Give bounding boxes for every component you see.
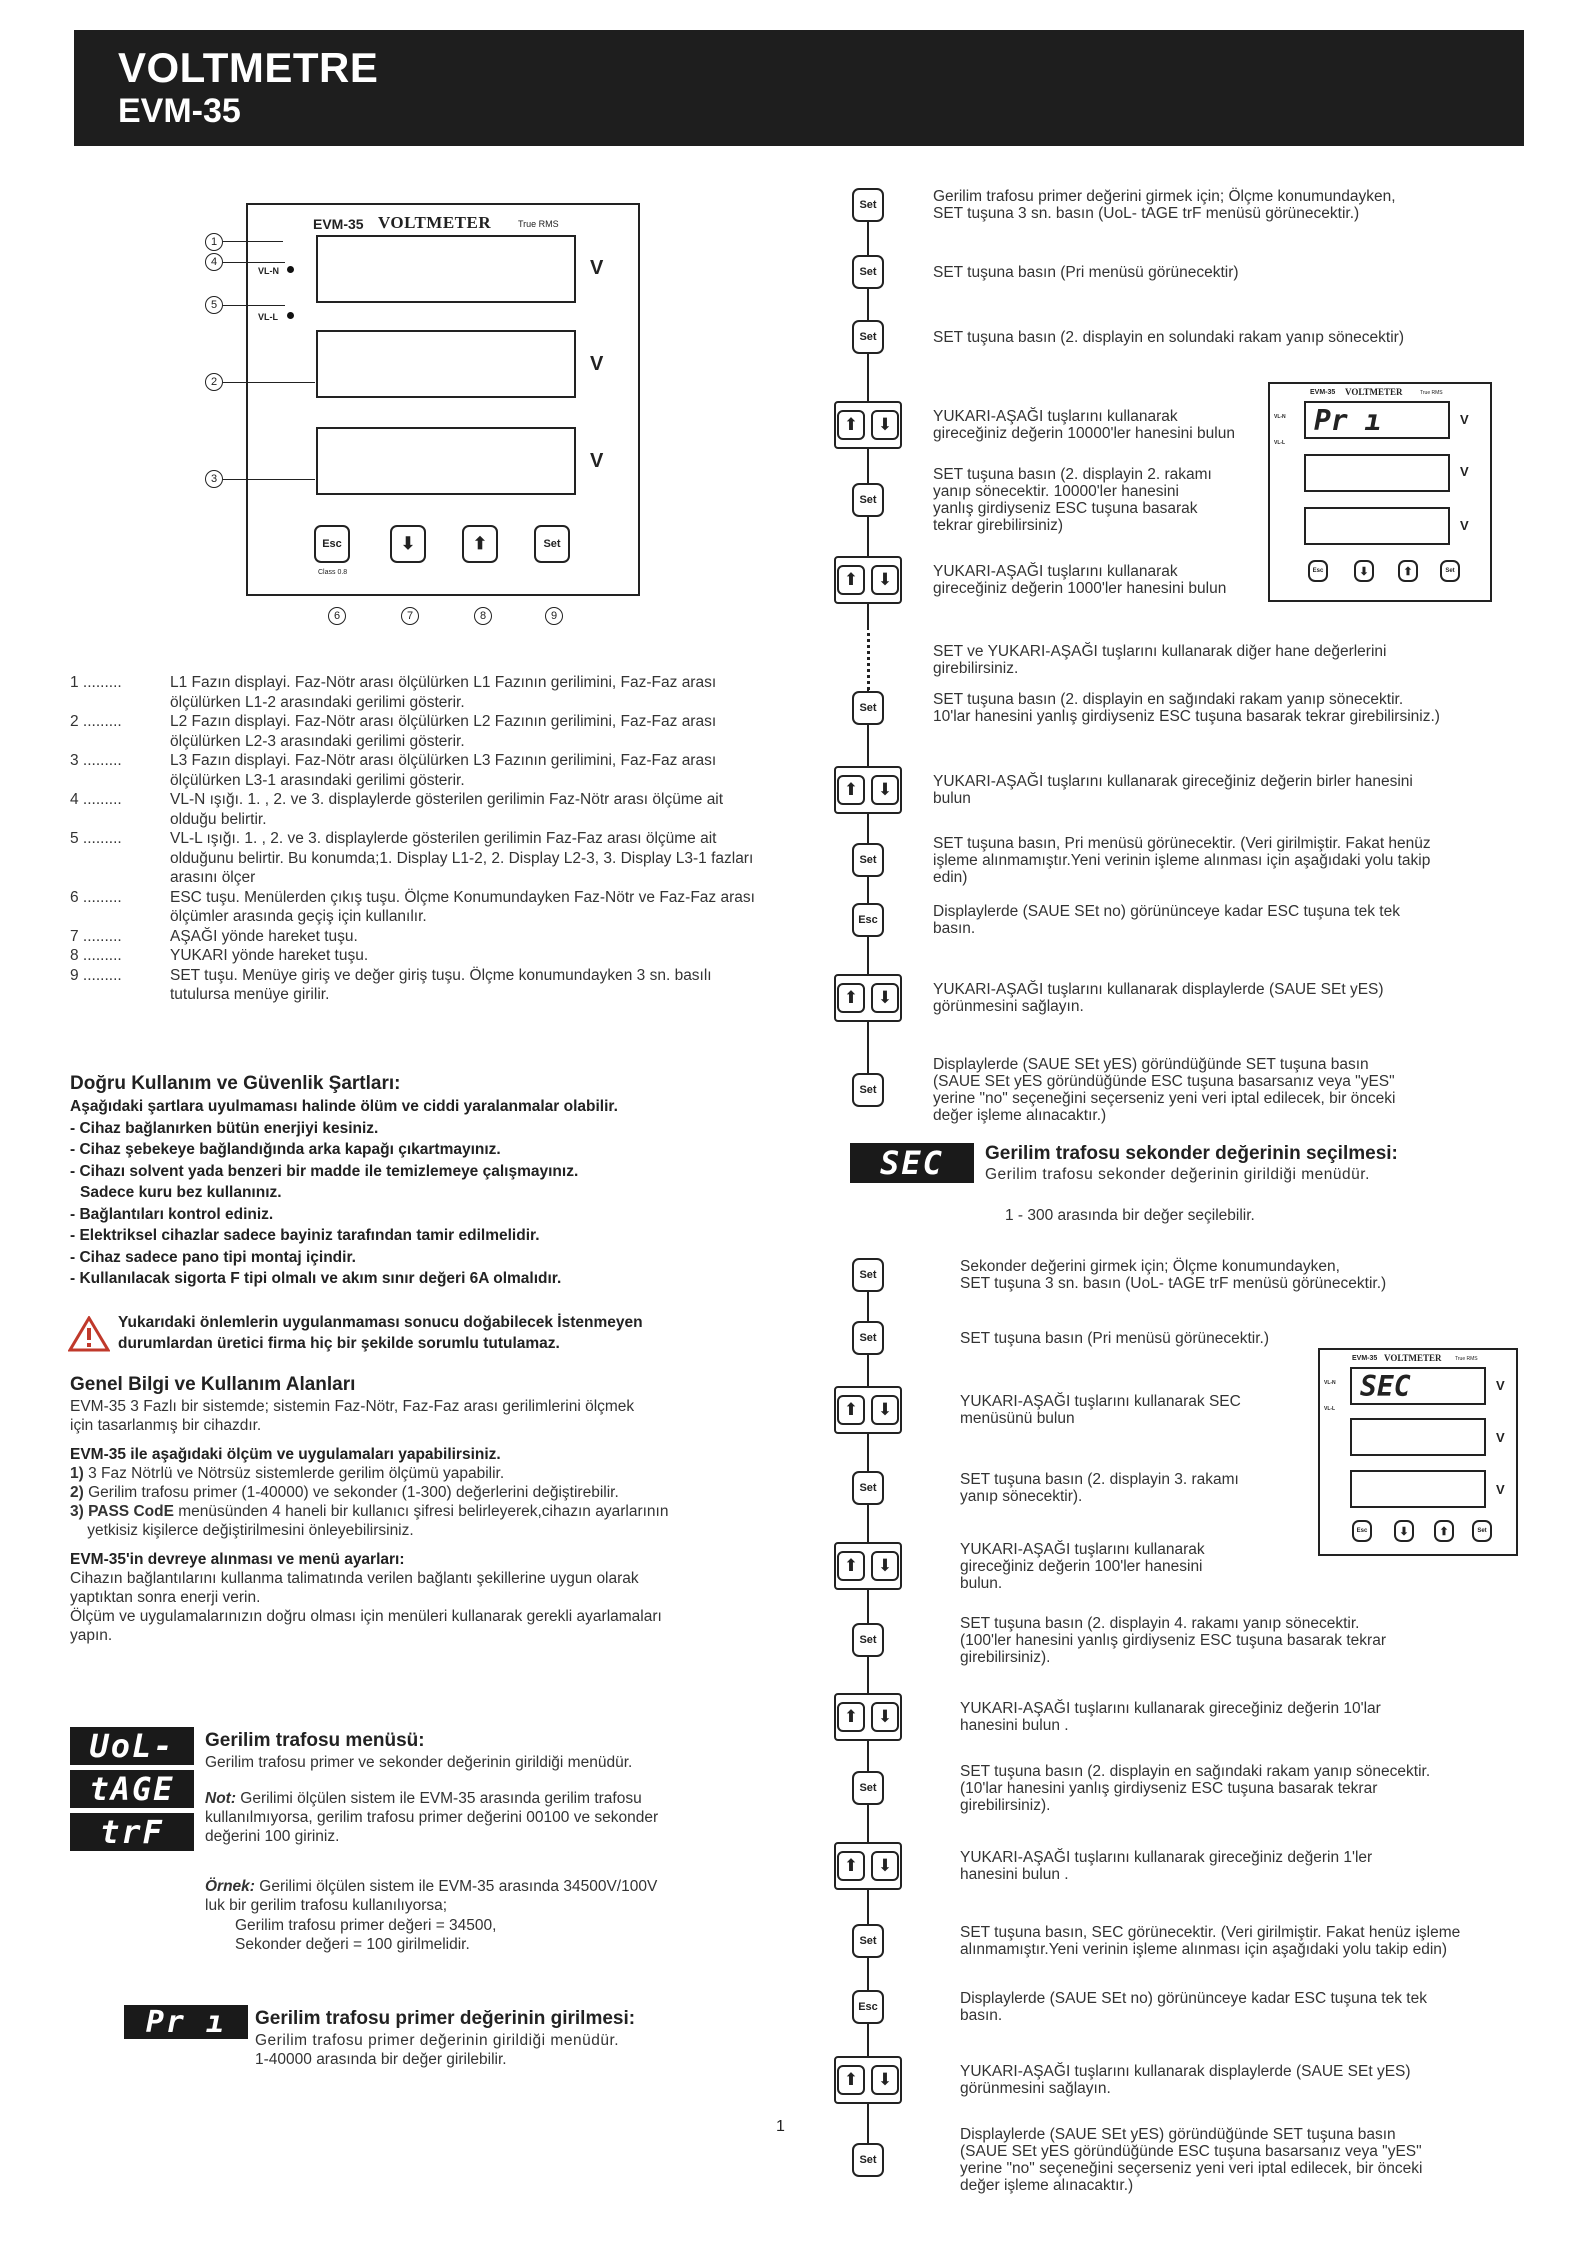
up-key-icon: ⬆	[837, 983, 865, 1013]
feature-item: 1) 3 Faz Nötrlü ve Nötrsüz sistemlerde gerilim ölçümü yapabilir.	[70, 1465, 505, 1482]
vln-led-label: VL-N	[258, 266, 279, 276]
callout-9: 9	[545, 607, 563, 625]
down-key-icon: ⬇	[871, 2065, 899, 2095]
up-key-icon: ⬆	[837, 565, 865, 595]
callout-line	[223, 241, 283, 242]
flow-step-text: YUKARI-AŞAĞI tuşlarını kullanarak gireceğiniz değerin 10'lar hanesini bulun .	[960, 1700, 1381, 1734]
callout-7: 7	[401, 607, 419, 625]
mini-unit: V	[1496, 1378, 1505, 1393]
mini-esc-key: Esc	[1352, 1520, 1372, 1542]
set-key-icon: Set	[852, 1073, 884, 1107]
mini-model: EVM-35	[1310, 389, 1336, 396]
flow-step-text: Displaylerde (SAUE SEt yES) göründüğünde SET tuşuna basın (SAUE SEt yES göründüğünde ESC tuşuna basarsanız veya "yES" yerine "no" seçeneğini seçerseniz yeni veri iptal edilecek, bir önceki değer işleme alınacaktır.)	[960, 2126, 1423, 2194]
down-key-icon: ⬇	[871, 1395, 899, 1425]
flow-step-text: SET tuşuna basın, SEC görünecektir. (Veri girilmiştir. Fakat henüz işleme alınmamıştır.Yeni verinin işleme alınması için aşağıdaki yolu takip edin)	[960, 1924, 1461, 1958]
lcd-trf: trF	[70, 1813, 194, 1851]
legend-item: 2 ......... L2 Fazın displayi. Faz-Nötr arası ölçülürken L2 Fazının gerilimini, Faz-Faz arası ölçülürken L2-3 arasındaki gerilimi gösterir.	[70, 713, 717, 750]
esc-key[interactable]: Esc	[314, 525, 350, 563]
warning-icon	[68, 1316, 110, 1357]
down-key-icon: ⬇	[871, 983, 899, 1013]
flow-step-text: Displaylerde (SAUE SEt no) görününceye kadar ESC tuşuna tek tek basın.	[960, 1990, 1427, 2024]
trafo-note: kullanılmıyorsa, gerilim trafosu primer değerini 00100 ve sekonder	[205, 1809, 659, 1826]
down-key-icon: ⬇	[871, 775, 899, 805]
setup-text: yapın.	[70, 1627, 113, 1644]
general-title: Genel Bilgi ve Kullanım Alanları	[70, 1374, 356, 1395]
flow-step-text: SET tuşuna basın (2. displayin 3. rakamı yanıp sönecektir).	[960, 1471, 1239, 1505]
mini-set-key: Set	[1472, 1520, 1492, 1542]
flow-step-text: YUKARI-AŞAĞI tuşlarını kullanarak SEC menüsünü bulun	[960, 1393, 1241, 1427]
mini-esc-key: Esc	[1308, 560, 1328, 582]
trafo-menu-subtitle: Gerilim trafosu primer ve sekonder değerinin girildiği menüdür.	[205, 1754, 633, 1771]
callout-4: 4	[205, 253, 223, 271]
legend-item: 5 ......... VL-L ışığı. 1. , 2. ve 3. displaylerde gösterilen gerilimin Faz-Faz arası ölçüme ait olduğunu belirtir. Bu konumda;1. Display L1-2, 2. Display L2-3, 3. Display L3-1 fazları arasını ölçer	[70, 830, 754, 886]
feature-item: 3) PASS CodE menüsünden 4 haneli bir kullanıcı şifresi belirleyerek,cihazın ayarlarının	[70, 1503, 669, 1520]
mini-set-key: Set	[1440, 560, 1460, 582]
set-key-icon: Set	[852, 2143, 884, 2177]
unit-label: V	[590, 353, 604, 375]
vll-led-label: VL-L	[258, 312, 278, 322]
flow-step-text: Sekonder değerini girmek için; Ölçme konumundayken, SET tuşuna 3 sn. basın (UoL- tAGE trF menüsü görünecektir.)	[960, 1258, 1387, 1292]
flow-step-text: SET tuşuna basın (2. displayin 4. rakamı yanıp sönecektir. (100'ler hanesini yanlış girdiyseniz ESC tuşuna basarak tekrar girebilirsiniz).	[960, 1614, 1386, 1666]
flow-step-text: YUKARI-AŞAĞI tuşlarını kullanarak gireceğiniz değerin 10000'ler hanesini bulun	[933, 408, 1235, 442]
set-key-icon: Set	[852, 843, 884, 877]
safety-item: - Elektriksel cihazlar sadece bayiniz tarafından tamir edilmelidir.	[70, 1227, 540, 1244]
callout-6: 6	[328, 607, 346, 625]
set-key[interactable]: Set	[534, 525, 570, 563]
mini-up-key: ⬆	[1434, 1520, 1454, 1542]
secondary-flowchart	[830, 0, 1550, 2243]
mini-unit: V	[1460, 412, 1469, 427]
sec-subtitle: Gerilim trafosu sekonder değerinin girildiği menüdür.	[985, 1166, 1370, 1183]
callout-1: 1	[205, 233, 223, 251]
sec-title: Gerilim trafosu sekonder değerinin seçilmesi:	[985, 1143, 1398, 1164]
device-true-rms: True RMS	[518, 219, 559, 229]
feature-item: 2) Gerilim trafosu primer (1-40000) ve sekonder (1-300) değerlerini değiştirebilir.	[70, 1484, 619, 1501]
flow-step-text: SET tuşuna basın (2. displayin en solundaki rakam yanıp sönecektir)	[933, 328, 1404, 346]
up-key-icon: ⬆	[837, 410, 865, 440]
safety-item: Sadece kuru bez kullanınız.	[80, 1184, 282, 1201]
safety-item: - Cihaz bağlanırken bütün enerjiyi kesiniz.	[70, 1119, 379, 1137]
trafo-example: Sekonder değeri = 100 girilmelidir.	[235, 1936, 470, 1953]
unit-label: V	[590, 450, 604, 472]
primer-text: Gerilim trafosu primer değerinin girildiği menüdür.	[255, 2032, 620, 2049]
vln-led	[287, 266, 294, 273]
page-title: VOLTMETRE	[118, 44, 379, 91]
set-key-icon: Set	[852, 320, 884, 354]
callout-line	[223, 305, 285, 306]
set-key-icon: Set	[852, 1321, 884, 1355]
esc-key-icon: Esc	[852, 1990, 884, 2024]
trafo-note: değerini 100 giriniz.	[205, 1828, 340, 1845]
display-l3	[316, 427, 576, 495]
legend-item: 3 ......... L3 Fazın displayi. Faz-Nötr arası ölçülürken L3 Fazının gerilimini, Faz-Faz arası ölçülürken L3-1 arasındaki gerilimi gösterir.	[70, 752, 717, 789]
mini-display-3	[1350, 1470, 1486, 1508]
flow-step-text: SET tuşuna basın (2. displayin en sağındaki rakam yanıp sönecektir. (10'lar hanesini yanlış girdiyseniz ESC tuşuna basarak tekrar girebilirsiniz).	[960, 1762, 1431, 1814]
class-label: Class 0.8	[318, 569, 348, 576]
general-text: için tasarlanmış bir cihazdır.	[70, 1417, 262, 1434]
callout-line	[223, 382, 315, 383]
legend-item: 4 ......... VL-N ışığı. 1. , 2. ve 3. displaylerde gösterilen gerilimin Faz-Nötr arası ölçüme ait olduğu belirtir.	[70, 791, 724, 828]
up-key-icon: ⬆	[837, 1851, 865, 1881]
down-key-icon: ⬇	[871, 410, 899, 440]
flow-step-text: Displaylerde (SAUE SEt no) görününceye kadar ESC tuşuna tek tek basın.	[933, 903, 1400, 937]
safety-item: - Kullanılacak sigorta F tipi olmalı ve akım sınır değeri 6A olmalıdır.	[70, 1270, 562, 1287]
set-key-icon: Set	[852, 1924, 884, 1958]
callout-5: 5	[205, 296, 223, 314]
model-title: EVM-35	[118, 92, 241, 130]
mini-vll: VL-L	[1324, 1406, 1336, 1412]
down-key-icon: ⬇	[871, 1551, 899, 1581]
legend-item: 6 ......... ESC tuşu. Menülerden çıkış tuşu. Ölçme Konumundayken Faz-Nötr ve Faz-Faz arası ölçümler arasında geçiş için kullanılır.	[70, 888, 755, 925]
safety-item: - Cihaz şebekeye bağlandığında arka kapağı çıkartmayınız.	[70, 1141, 501, 1158]
trafo-menu-title: Gerilim trafosu menüsü:	[205, 1730, 425, 1751]
primer-text: 1-40000 arasında bir değer girilebilir.	[255, 2051, 507, 2068]
down-key[interactable]: ⬇	[390, 525, 426, 563]
display-l2	[316, 330, 576, 398]
mini-vln: VL-N	[1274, 414, 1286, 420]
device-brand: VOLTMETER	[378, 213, 492, 232]
callout-line	[223, 262, 285, 263]
flow-step-text: SET tuşuna basın, Pri menüsü görünecektir. (Veri girilmiştir. Fakat henüz işleme alınmamıştır.Yeni verinin işleme alınması için aşağıdaki yolu takip edin)	[933, 834, 1431, 886]
features-title: EVM-35 ile aşağıdaki ölçüm ve uygulamaları yapabilirsiniz.	[70, 1446, 501, 1463]
legend-item: 7 ......... AŞAĞI yönde hareket tuşu.	[70, 927, 358, 945]
vll-led	[287, 312, 294, 319]
down-key-icon: ⬇	[871, 1702, 899, 1732]
feature-item: yetkisiz kişilerce değiştirilmesini önleyebilirsiniz.	[70, 1522, 414, 1539]
flow-step-text: Displaylerde (SAUE SEt yES) göründüğünde SET tuşuna basın (SAUE SEt yES göründüğünde ESC tuşuna basarsanız veya "yES" yerine "no" seçeneğini seçerseniz yeni veri iptal edilecek, bir önceki değer işleme alınacaktır.)	[933, 1056, 1396, 1124]
mini-down-key: ⬇	[1394, 1520, 1414, 1542]
mini-down-key: ⬇	[1354, 560, 1374, 582]
trafo-example: Gerilim trafosu primer değeri = 34500,	[235, 1917, 497, 1934]
general-text: EVM-35 3 Fazlı bir sistemde; sistemin Faz-Nötr, Faz-Faz arası gerilimlerini ölçmek	[70, 1398, 635, 1415]
mini-unit: V	[1496, 1482, 1505, 1497]
down-key-icon: ⬇	[871, 565, 899, 595]
safety-section	[70, 1072, 770, 1290]
warning-line: durumlardan üretici firma hiç bir şekilde sorumlu tutulamaz.	[118, 1335, 560, 1352]
up-key-icon: ⬆	[837, 1551, 865, 1581]
set-key-icon: Set	[852, 1771, 884, 1805]
callout-2: 2	[205, 373, 223, 391]
mini-unit: V	[1496, 1430, 1505, 1445]
flow-step-text: SET tuşuna basın (2. displayin 2. rakamı yanıp sönecektir. 10000'ler hanesini yanlış girdiyseniz ESC tuşuna basarak tekrar girebilirsiniz)	[933, 466, 1212, 534]
callout-8: 8	[474, 607, 492, 625]
set-key-icon: Set	[852, 188, 884, 222]
set-key-icon: Set	[852, 691, 884, 725]
flow-step-text: YUKARI-AŞAĞI tuşlarını kullanarak displaylerde (SAUE SEt yES) görünmesini sağlayın.	[960, 2063, 1411, 2097]
flow-step-text: YUKARI-AŞAĞI tuşlarını kullanarak gireceğiniz değerin 1'ler hanesini bulun .	[960, 1849, 1373, 1883]
mini-rms: True RMS	[1420, 390, 1443, 396]
setup-title: EVM-35'in devreye alınması ve menü ayarları:	[70, 1551, 405, 1568]
set-key-icon: Set	[852, 255, 884, 289]
flow-step-text: SET ve YUKARI-AŞAĞI tuşlarını kullanarak diğer hane değerlerini girebilirsiniz.	[933, 643, 1387, 677]
unit-label: V	[590, 257, 604, 279]
legend-list	[70, 673, 755, 1005]
setup-text: Cihazın bağlantılarını kullanma talimatında verilen bağlantı şekillerine uygun olarak	[70, 1570, 639, 1587]
flow-step-text: YUKARI-AŞAĞI tuşlarını kullanarak displaylerde (SAUE SEt yES) görünmesini sağlayın.	[933, 981, 1384, 1015]
callout-3: 3	[205, 470, 223, 488]
mini-rms: True RMS	[1455, 1356, 1478, 1362]
mini-display-secondary	[1318, 1348, 1518, 1556]
flow-step-text: Gerilim trafosu primer değerini girmek için; Ölçme konumundayken, SET tuşuna 3 sn. basın (UoL- tAGE trF menüsü görünecektir.)	[933, 188, 1396, 222]
flow-step-text: YUKARI-AŞAĞI tuşlarını kullanarak gireceğiniz değerin birler hanesini bulun	[933, 773, 1413, 807]
down-key-icon: ⬇	[871, 1851, 899, 1881]
warning-line: Yukarıdaki önlemlerin uygulanmaması sonucu doğabilecek İstenmeyen	[118, 1314, 643, 1331]
safety-item: - Cihaz sadece pano tipi montaj içindir.	[70, 1248, 356, 1266]
callout-line	[223, 479, 315, 480]
lcd-uol: UoL-	[70, 1727, 194, 1765]
safety-title: Doğru Kullanım ve Güvenlik Şartları:	[70, 1073, 401, 1094]
mini-vln: VL-N	[1324, 1380, 1336, 1386]
lcd-tage: tAGE	[70, 1770, 194, 1808]
device-front-panel	[246, 203, 640, 596]
setup-text: Ölçüm ve uygulamalarınızın doğru olması için menüleri kullanarak gerekli ayarlamaları	[70, 1608, 662, 1625]
mini-lcd: SEC	[1350, 1367, 1486, 1405]
mini-vll: VL-L	[1274, 440, 1286, 446]
mini-unit: V	[1460, 518, 1469, 533]
up-key-icon: ⬆	[837, 1395, 865, 1425]
trafo-note: Not: Gerilimi ölçülen sistem ile EVM-35 arasında gerilim trafosu	[205, 1790, 642, 1807]
up-key[interactable]: ⬆	[462, 525, 498, 563]
set-key-icon: Set	[852, 1258, 884, 1292]
lcd-pri: Pr ı	[124, 2005, 248, 2039]
device-model: EVM-35	[313, 216, 364, 232]
up-key-icon: ⬆	[837, 1702, 865, 1732]
setup-text: yaptıktan sonra enerji verin.	[70, 1589, 261, 1606]
trafo-example: Örnek: Gerilimi ölçülen sistem ile EVM-35 arasında 34500V/100V	[205, 1878, 658, 1895]
mini-unit: V	[1460, 464, 1469, 479]
page-number: 1	[776, 2118, 785, 2135]
mini-brand: VOLTMETER	[1345, 387, 1403, 397]
display-l1	[316, 235, 576, 303]
safety-item: - Cihazı solvent yada benzeri bir madde ile temizlemeye çalışmayınız.	[70, 1162, 579, 1180]
legend-item: 8 ......... YUKARI yönde hareket tuşu.	[70, 947, 369, 964]
set-key-icon: Set	[852, 483, 884, 517]
mini-model: EVM-35	[1352, 1355, 1378, 1362]
mini-brand: VOLTMETER	[1384, 1353, 1442, 1363]
up-key-icon: ⬆	[837, 775, 865, 805]
primer-title: Gerilim trafosu primer değerinin girilmesi:	[255, 2008, 636, 2029]
general-section	[70, 1373, 770, 1645]
set-key-icon: Set	[852, 1623, 884, 1657]
legend-item: 1 ......... L1 Fazın displayi. Faz-Nötr arası ölçülürken L1 Fazının gerilimini, Faz-Faz arası ölçülürken L1-2 arasındaki gerilimi gösterir.	[70, 674, 717, 711]
safety-item: - Bağlantıları kontrol ediniz.	[70, 1205, 274, 1223]
mini-lcd: Pr ı	[1304, 401, 1450, 439]
flow-step-text: SET tuşuna basın (2. displayin en sağındaki rakam yanıp sönecektir. 10'lar hanesini yanlış girdiyseniz ESC tuşuna basarak tekrar girebilirsiniz.)	[933, 691, 1440, 725]
flow-step-text: SET tuşuna basın (Pri menüsü görünecektir.)	[960, 1329, 1270, 1347]
set-key-icon: Set	[852, 1471, 884, 1505]
flow-step-text: SET tuşuna basın (Pri menüsü görünecektir)	[933, 263, 1239, 281]
legend-item: 9 ......... SET tuşu. Menüye giriş ve değer giriş tuşu. Ölçme konumundayken 3 sn. basılı tutulursa menüye girilir.	[70, 966, 712, 1003]
flow-step-text: YUKARI-AŞAĞI tuşlarını kullanarak gireceğiniz değerin 1000'ler hanesini bulun	[933, 563, 1227, 597]
mini-display-2	[1350, 1418, 1486, 1456]
lcd-sec: SEC	[850, 1143, 974, 1183]
safety-intro: Aşağıdaki şartlara uyulmaması halinde ölüm ve ciddi yaralanmalar olabilir.	[70, 1098, 618, 1115]
trafo-example: luk bir gerilim trafosu kullanılıyorsa;	[205, 1897, 448, 1914]
up-key-icon: ⬆	[837, 2065, 865, 2095]
sec-range: 1 - 300 arasında bir değer seçilebilir.	[1005, 1207, 1255, 1224]
esc-key-icon: Esc	[852, 903, 884, 937]
flow-step-text: YUKARI-AŞAĞI tuşlarını kullanarak gireceğiniz değerin 100'ler hanesini bulun.	[960, 1540, 1205, 1592]
mini-up-key: ⬆	[1398, 560, 1418, 582]
